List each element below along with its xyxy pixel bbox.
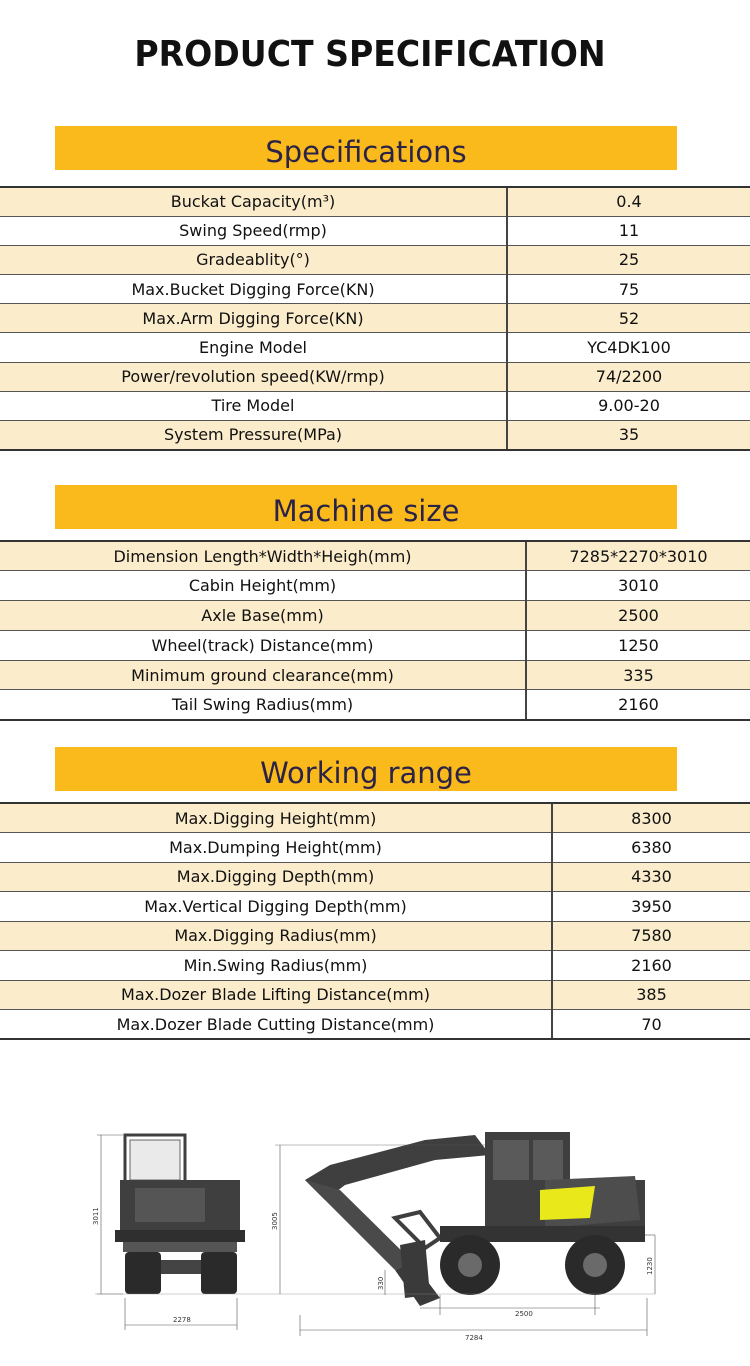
table-row — [0, 541, 750, 571]
spec-label: Minimum ground clearance(mm) — [0, 660, 526, 690]
spec-value: 7580 — [552, 921, 750, 951]
working-range-table — [0, 802, 750, 1040]
spec-label: Max.Dumping Height(mm) — [0, 833, 552, 863]
spec-label: Cabin Height(mm) — [0, 571, 526, 601]
spec-label: Engine Model — [0, 333, 507, 362]
spec-value: 385 — [552, 980, 750, 1010]
spec-value: 3010 — [526, 571, 750, 601]
side-view-illustration — [305, 1132, 645, 1306]
table-row — [0, 362, 750, 391]
table-row — [0, 304, 750, 333]
table-row — [0, 833, 750, 863]
spec-label: Max.Arm Digging Force(KN) — [0, 304, 507, 333]
spec-value: 7285*2270*3010 — [526, 541, 750, 571]
table-row — [0, 951, 750, 981]
rear-height-dim: 1230 — [646, 1257, 654, 1275]
spec-value: 3950 — [552, 892, 750, 922]
table-row — [0, 980, 750, 1010]
spec-label: Max.Digging Radius(mm) — [0, 921, 552, 951]
spec-label: Tire Model — [0, 391, 507, 420]
spec-label: Max.Bucket Digging Force(KN) — [0, 275, 507, 304]
wheelbase-dim: 2500 — [515, 1310, 533, 1318]
spec-value: 74/2200 — [507, 362, 750, 391]
working-range-banner: Working range — [55, 747, 677, 791]
spec-value: 1250 — [526, 630, 750, 660]
spec-label: Power/revolution speed(KW/rmp) — [0, 362, 507, 391]
front-height-dim: 3011 — [92, 1207, 100, 1225]
spec-value: YC4DK100 — [507, 333, 750, 362]
spec-value: 2160 — [552, 951, 750, 981]
spec-label: Buckat Capacity(m³) — [0, 187, 507, 216]
spec-value: 8300 — [552, 803, 750, 833]
spec-label: System Pressure(MPa) — [0, 421, 507, 450]
spec-value: 70 — [552, 1010, 750, 1040]
table-row — [0, 391, 750, 420]
table-row — [0, 892, 750, 922]
table-row — [0, 275, 750, 304]
spec-value: 2500 — [526, 601, 750, 631]
side-height-dim: 3005 — [271, 1212, 279, 1230]
spec-value: 6380 — [552, 833, 750, 863]
spec-label: Tail Swing Radius(mm) — [0, 690, 526, 720]
spec-label: Wheel(track) Distance(mm) — [0, 630, 526, 660]
spec-value: 4330 — [552, 862, 750, 892]
spec-label: Max.Dozer Blade Cutting Distance(mm) — [0, 1010, 552, 1040]
ground-clearance-dim: 330 — [377, 1276, 385, 1290]
page-title: PRODUCT SPECIFICATION — [134, 34, 606, 75]
spec-value: 11 — [507, 216, 750, 245]
table-row — [0, 862, 750, 892]
spec-label: Min.Swing Radius(mm) — [0, 951, 552, 981]
table-row — [0, 421, 750, 450]
specifications-banner: Specifications — [55, 126, 677, 170]
spec-value: 9.00-20 — [507, 391, 750, 420]
front-width-dim: 2278 — [173, 1316, 191, 1324]
machine-size-table — [0, 540, 750, 721]
machine-size-banner: Machine size — [55, 485, 677, 529]
spec-value: 25 — [507, 245, 750, 274]
table-row — [0, 660, 750, 690]
table-row — [0, 187, 750, 216]
spec-value: 2160 — [526, 690, 750, 720]
table-row — [0, 921, 750, 951]
table-row — [0, 245, 750, 274]
table-row — [0, 630, 750, 660]
table-row — [0, 333, 750, 362]
spec-label: Dimension Length*Width*Heigh(mm) — [0, 541, 526, 571]
spec-label: Swing Speed(rmp) — [0, 216, 507, 245]
table-row — [0, 690, 750, 720]
specifications-table — [0, 186, 750, 451]
spec-value: 35 — [507, 421, 750, 450]
table-row — [0, 1010, 750, 1040]
overall-length-dim: 7284 — [465, 1334, 483, 1342]
spec-label: Gradeablity(°) — [0, 245, 507, 274]
table-row — [0, 803, 750, 833]
spec-label: Max.Digging Height(mm) — [0, 803, 552, 833]
spec-value: 52 — [507, 304, 750, 333]
front-view-illustration — [115, 1135, 245, 1294]
spec-label: Max.Vertical Digging Depth(mm) — [0, 892, 552, 922]
table-row — [0, 216, 750, 245]
spec-value: 75 — [507, 275, 750, 304]
spec-value: 335 — [526, 660, 750, 690]
spec-label: Max.Dozer Blade Lifting Distance(mm) — [0, 980, 552, 1010]
table-row — [0, 571, 750, 601]
spec-value: 0.4 — [507, 187, 750, 216]
spec-label: Max.Digging Depth(mm) — [0, 862, 552, 892]
spec-label: Axle Base(mm) — [0, 601, 526, 631]
table-row — [0, 601, 750, 631]
excavator-dimension-diagram — [92, 1120, 655, 1352]
